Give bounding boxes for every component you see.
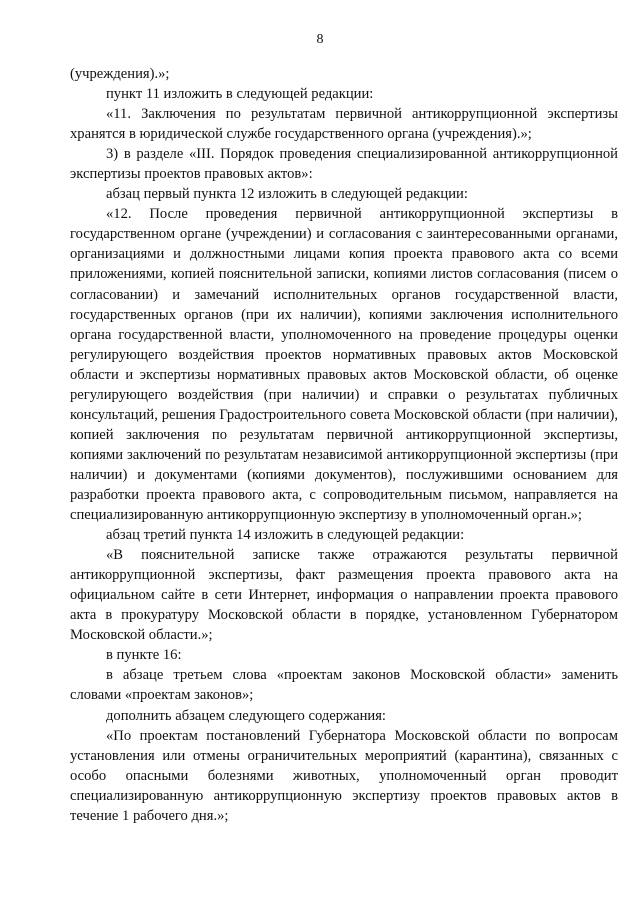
paragraph: в абзаце третьем слова «проектам законов Московской области» заменить словами «проектам законов»; (70, 667, 618, 704)
paragraph: дополнить абзацем следующего содержания: (106, 707, 386, 724)
paragraph: в пункте 16: (106, 647, 182, 664)
paragraph: абзац первый пункта 12 изложить в следующей редакции: (106, 186, 468, 203)
page-number: 8 (316, 32, 324, 47)
paragraph: абзац третий пункта 14 изложить в следующей редакции: (106, 527, 465, 544)
paragraph: пункт 11 изложить в следующей редакции: (106, 86, 374, 103)
paragraph: «По проектам постановлений Губернатора Московской области по вопросам установления или отмены ограничительных мероприятий (карантина), связанных с особо опасными болезнями животных, уполномоченный орган проводит специализированную антикоррупционную экспертизу проектов правовых актов в течение 1 рабочего дня.»; (70, 727, 618, 824)
paragraph: «11. Заключения по результатам первичной антикоррупционной экспертизы хранятся в юридической службе государственного органа (учреждения).»; (70, 106, 618, 143)
paragraph: 3) в разделе «III. Порядок проведения специализированной антикоррупционной экспертизы проектов правовых актов»: (70, 146, 618, 183)
paragraph: (учреждения).»; (70, 66, 170, 82)
paragraph: «12. После проведения первичной антикоррупционной экспертизы в государственном органе (учреждении) и согласования с заинтересованными органами, организациями и должностными лицами копия проекта правового акта со всеми приложениями, копией пояснительной записки, копиями листов согласования (писем о согласовании) и замечаний исполнительных органов государственной власти, государственных органов (при их наличии), копиями заключения исполнительного органа государственной власти, уполномоченного на проведение процедуры оценки регулирующего воздействия проектов нормативных правовых актов Московской области и экспертизы нормативных правовых актов Московской области, об оценке регулирующего воздействия (при наличии) и справки о результатах публичных консультаций, решения Градостроительного совета Московской области (при наличии), копией заключения по результатам первичной антикоррупционной экспертизы, копиями заключений по результатам независимой антикоррупционной экспертизы (при наличии) и документами (копиями документов), послужившими основанием для разработки проекта правового акта, с сопроводительным письмом, направляется на специализированную антикоррупционную экспертизу в уполномоченный орган.»; (70, 206, 618, 524)
document-body (70, 64, 618, 826)
paragraph: «В пояснительной записке также отражаются результаты первичной антикоррупционной экспертизы, факт размещения проекта правового акта на официальном сайте в сети Интернет, информация о направлении проекта правового акта в прокуратуру Московской области в порядке, установленном Губернатором Московской области.»; (70, 547, 618, 644)
